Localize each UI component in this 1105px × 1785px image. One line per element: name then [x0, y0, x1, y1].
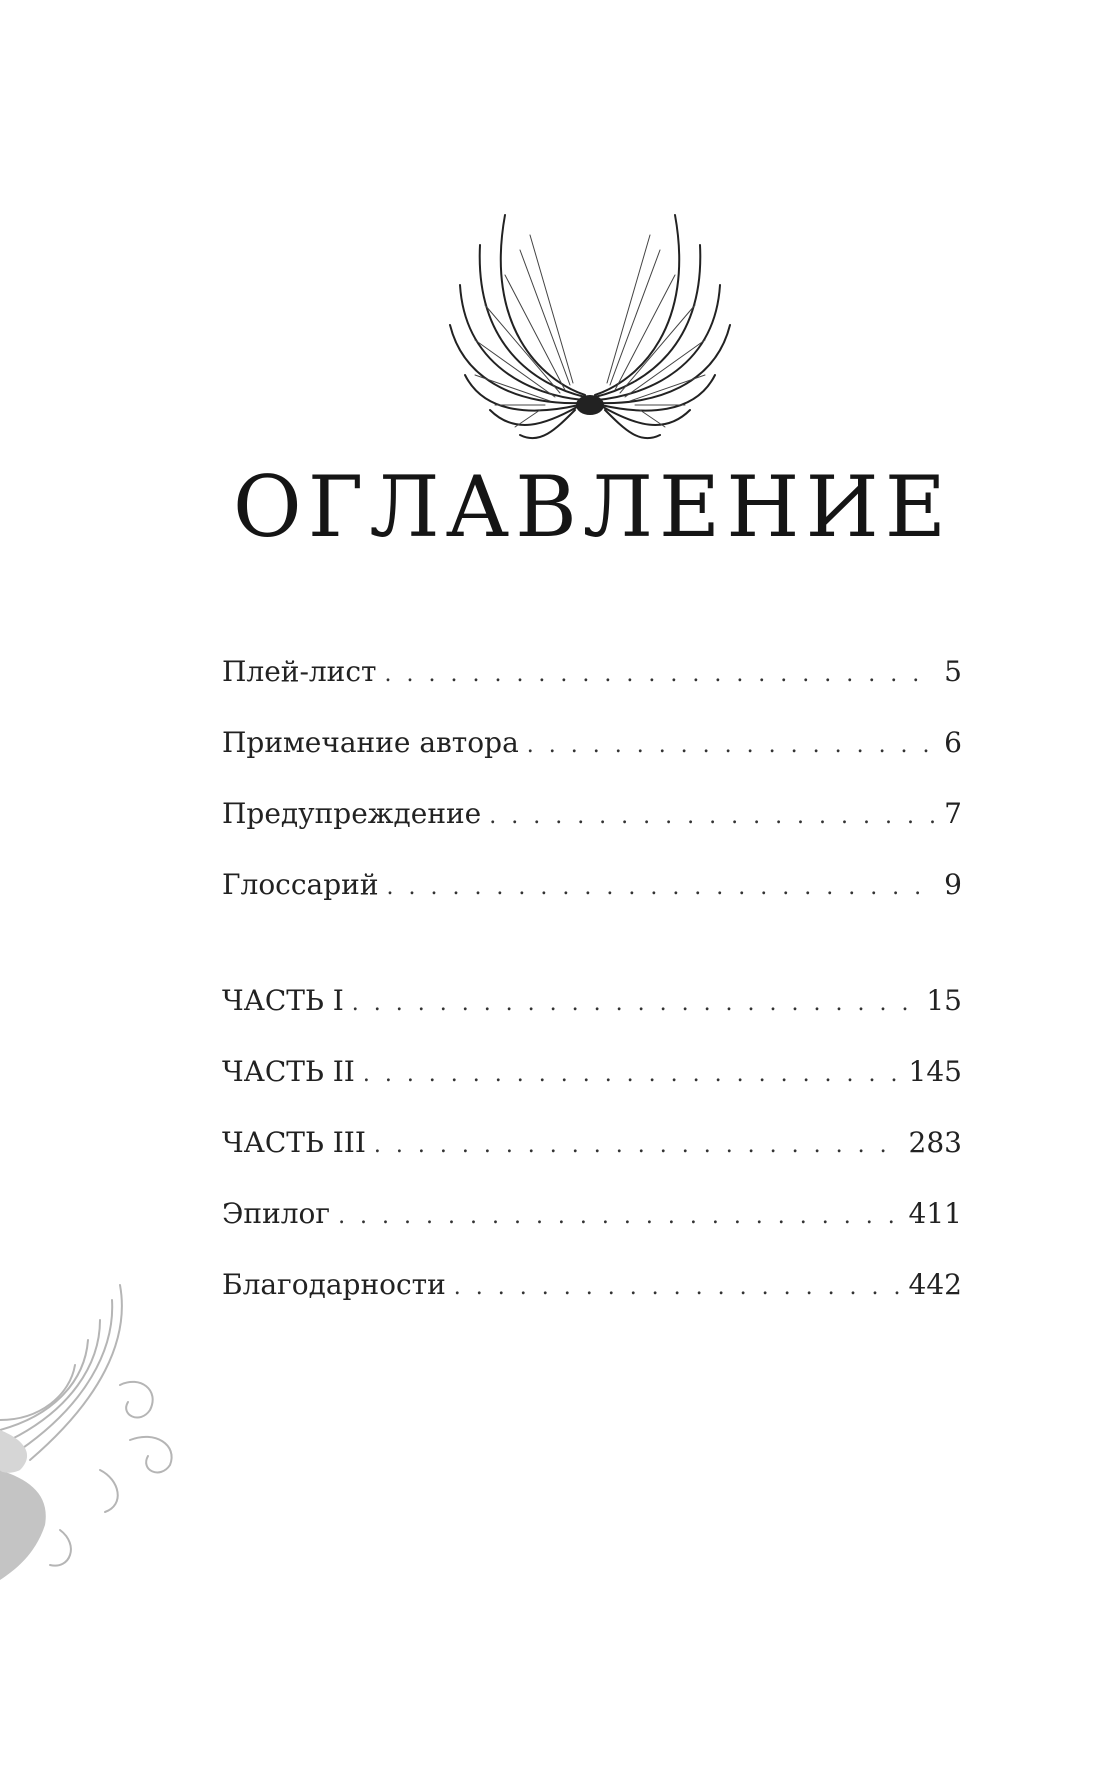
- dot-leader: [338, 1204, 898, 1229]
- toc-entry-label: ЧАСТЬ I: [222, 984, 344, 1017]
- page-title: ОГЛАВЛЕНИЕ: [232, 458, 953, 556]
- toc-entry-label: Предупреждение: [222, 797, 482, 830]
- toc-entry-page: 9: [944, 868, 962, 901]
- toc-entry-label: ЧАСТЬ III: [222, 1126, 366, 1159]
- toc-entry-page: 5: [944, 655, 962, 688]
- toc-entry-part-3[interactable]: [222, 1126, 962, 1197]
- toc-entry-label: Плей-лист: [222, 655, 377, 688]
- dot-leader: [352, 991, 917, 1016]
- toc-entry-page: 283: [908, 1126, 962, 1159]
- dot-leader: [387, 875, 935, 900]
- dot-leader: [489, 804, 934, 829]
- toc-entry-label: Примечание автора: [222, 726, 519, 759]
- toc-entry-label: Благодарности: [222, 1268, 446, 1301]
- toc-entry-acknowledgements[interactable]: [222, 1268, 962, 1339]
- toc-entry-page: 442: [908, 1268, 962, 1301]
- toc-entry-page: 6: [944, 726, 962, 759]
- table-of-contents: [222, 655, 962, 1339]
- dot-leader: [363, 1062, 899, 1087]
- toc-entry-page: 411: [908, 1197, 962, 1230]
- toc-entry-label: ЧАСТЬ II: [222, 1055, 355, 1088]
- toc-entry-warning[interactable]: [222, 797, 962, 868]
- wings-ornament-icon: [445, 205, 735, 455]
- toc-entry-page: 145: [908, 1055, 962, 1088]
- toc-entry-label: Глоссарий: [222, 868, 379, 901]
- toc-group-parts: [222, 984, 962, 1339]
- dot-leader: [454, 1275, 899, 1300]
- toc-entry-page: 15: [926, 984, 962, 1017]
- toc-entry-label: Эпилог: [222, 1197, 331, 1230]
- toc-entry-glossary[interactable]: [222, 868, 962, 939]
- toc-entry-playlist[interactable]: [222, 655, 962, 726]
- corner-wing-ornament-icon: [0, 1280, 185, 1590]
- dot-leader: [374, 1133, 899, 1158]
- toc-group-front-matter: [222, 655, 962, 939]
- toc-entry-part-1[interactable]: [222, 984, 962, 1055]
- dot-leader: [385, 662, 934, 687]
- toc-entry-part-2[interactable]: [222, 1055, 962, 1126]
- toc-entry-page: 7: [944, 797, 962, 830]
- dot-leader: [527, 733, 934, 758]
- toc-entry-author-note[interactable]: [222, 726, 962, 797]
- toc-entry-epilogue[interactable]: [222, 1197, 962, 1268]
